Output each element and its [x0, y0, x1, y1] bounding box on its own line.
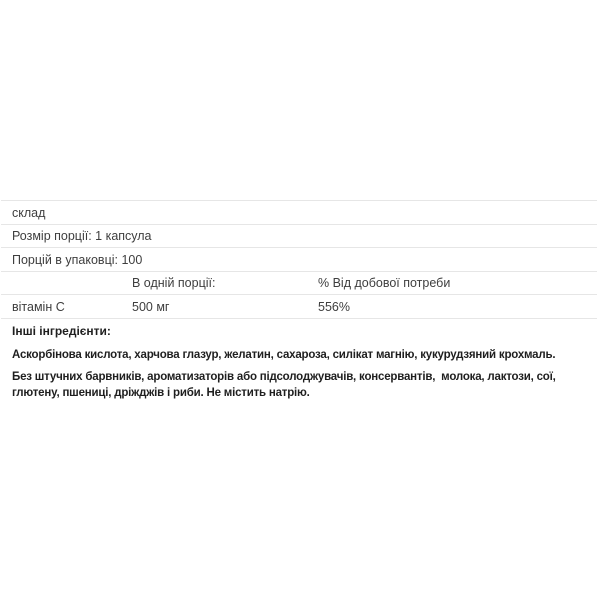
- servings-per-container-label: Порцій в упаковці: 100: [12, 252, 143, 267]
- table-row-serving-size: [1, 225, 597, 248]
- nutrient-daily-value: 556%: [318, 299, 350, 314]
- supplement-facts-table: [1, 200, 597, 319]
- per-serving-column-header: В одній порції:: [132, 276, 216, 290]
- nutrient-name: вітамін C: [12, 299, 65, 314]
- composition-label: склад: [12, 205, 46, 220]
- daily-value-column-header: % Від добової потреби: [318, 276, 451, 290]
- other-ingredients-title: Інші інгредієнти:: [12, 324, 111, 338]
- table-row-servings-per-container: [1, 248, 597, 272]
- table-header-row: [1, 272, 597, 295]
- serving-size-label: Розмір порції: 1 капсула: [12, 229, 152, 243]
- free-from-note: Без штучних барвників, ароматизаторів або підсолоджувачів, консервантів, молока, лактози, сої, глютену, пшениці, дріжджів і риби. Не містить натрію.: [12, 371, 559, 399]
- other-ingredients-list: Аскорбінова кислота, харчова глазур, желатин, сахароза, силікат магнію, кукурудзяний крохмаль.: [12, 349, 556, 361]
- other-ingredients-section: [12, 324, 596, 401]
- nutrient-amount: 500 мг: [132, 299, 170, 314]
- table-row-composition: [1, 201, 597, 225]
- table-row-vitamin-c: [1, 295, 597, 319]
